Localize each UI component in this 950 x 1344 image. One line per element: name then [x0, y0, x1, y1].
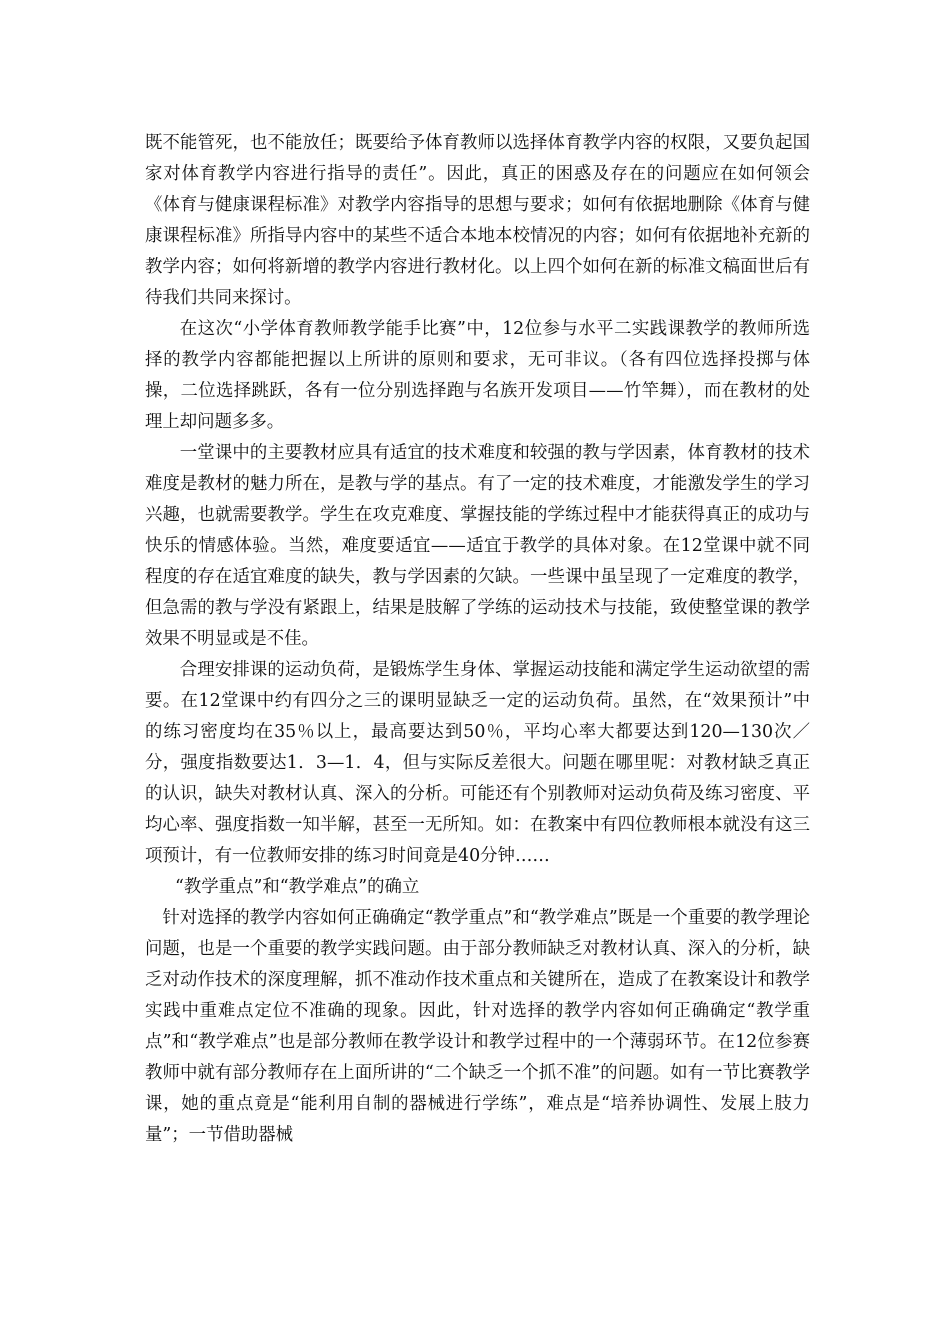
paragraph-3: 一堂课中的主要教材应具有适宜的技术难度和较强的教与学因素，体育教材的技术难度是教材的魅力所在，是教与学的基点。有了一定的技术难度，才能激发学生的学习兴趣，也就需要教学。学生在攻克难度、掌握技能的学练过程中才能获得真正的成功与快乐的情感体验。当然，难度要适宜——适宜于教学的具体对象。在12堂课中就不同程度的存在适宜难度的缺失，教与学因素的欠缺。一些课中虽呈现了一定难度的教学，但急需的教与学没有紧跟上，结果是肢解了学练的运动技术与技能，致使整堂课的教学效果不明显或是不佳。 [145, 443, 810, 649]
paragraph-4: 合理安排课的运动负荷，是锻炼学生身体、掌握运动技能和满定学生运动欲望的需要。在12堂课中约有四分之三的课明显缺乏一定的运动负荷。虽然，在“效果预计”中的练习密度均在35％以上，最高要达到50％，平均心率大都要达到120—130次／分，强度指数要达1．3—1．4，但与实际反差很大。问题在哪里呢：对教材缺乏真正的认识，缺失对教材认真、深入的分析。可能还有个别教师对运动负荷及练习密度、平均心率、强度指数一知半解，甚至一无所知。如：在教案中有四位教师根本就没有这三项预计，有一位教师安排的练习时间竟是40分钟…… [145, 660, 810, 866]
document-body [145, 128, 810, 1151]
paragraph-2: 在这次“小学体育教师教学能手比赛”中，12位参与水平二实践课教学的教师所选择的教学内容都能把握以上所讲的原则和要求，无可非议。（各有四位选择投掷与体操，二位选择跳跃，各有一位分别选择跑与名族开发项目——竹竿舞），而在教材的处理上却问题多多。 [145, 319, 810, 432]
paragraph-1: 既不能管死，也不能放任；既要给予体育教师以选择体育教学内容的权限，又要负起国家对体育教学内容进行指导的责任”。因此，真正的困惑及存在的问题应在如何领会《体育与健康课程标准》对教学内容指导的思想与要求；如何有依据地删除《体育与健康课程标准》所指导内容中的某些不适合本地本校情况的内容；如何有依据地补充新的教学内容；如何将新增的教学内容进行教材化。以上四个如何在新的标准文稿面世后有待我们共同来探讨。 [145, 133, 810, 308]
section-heading: “教学重点”和“教学难点”的确立 [175, 877, 420, 897]
paragraph-5: 针对选择的教学内容如何正确确定“教学重点”和“教学难点”既是一个重要的教学理论问题，也是一个重要的教学实践问题。由于部分教师缺乏对教材认真、深入的分析，缺乏对动作技术的深度理解，抓不准动作技术重点和关键所在，造成了在教案设计和教学实践中重难点定位不准确的现象。因此，针对选择的教学内容如何正确确定“教学重点”和“教学难点”也是部分教师在教学设计和教学过程中的一个薄弱环节。在12位参赛教师中就有部分教师存在上面所讲的“二个缺乏一个抓不准”的问题。如有一节比赛教学课，她的重点竟是“能利用自制的器械进行学练”，难点是“培养协调性、发展上肢力量”；一节借助器械 [145, 908, 810, 1145]
